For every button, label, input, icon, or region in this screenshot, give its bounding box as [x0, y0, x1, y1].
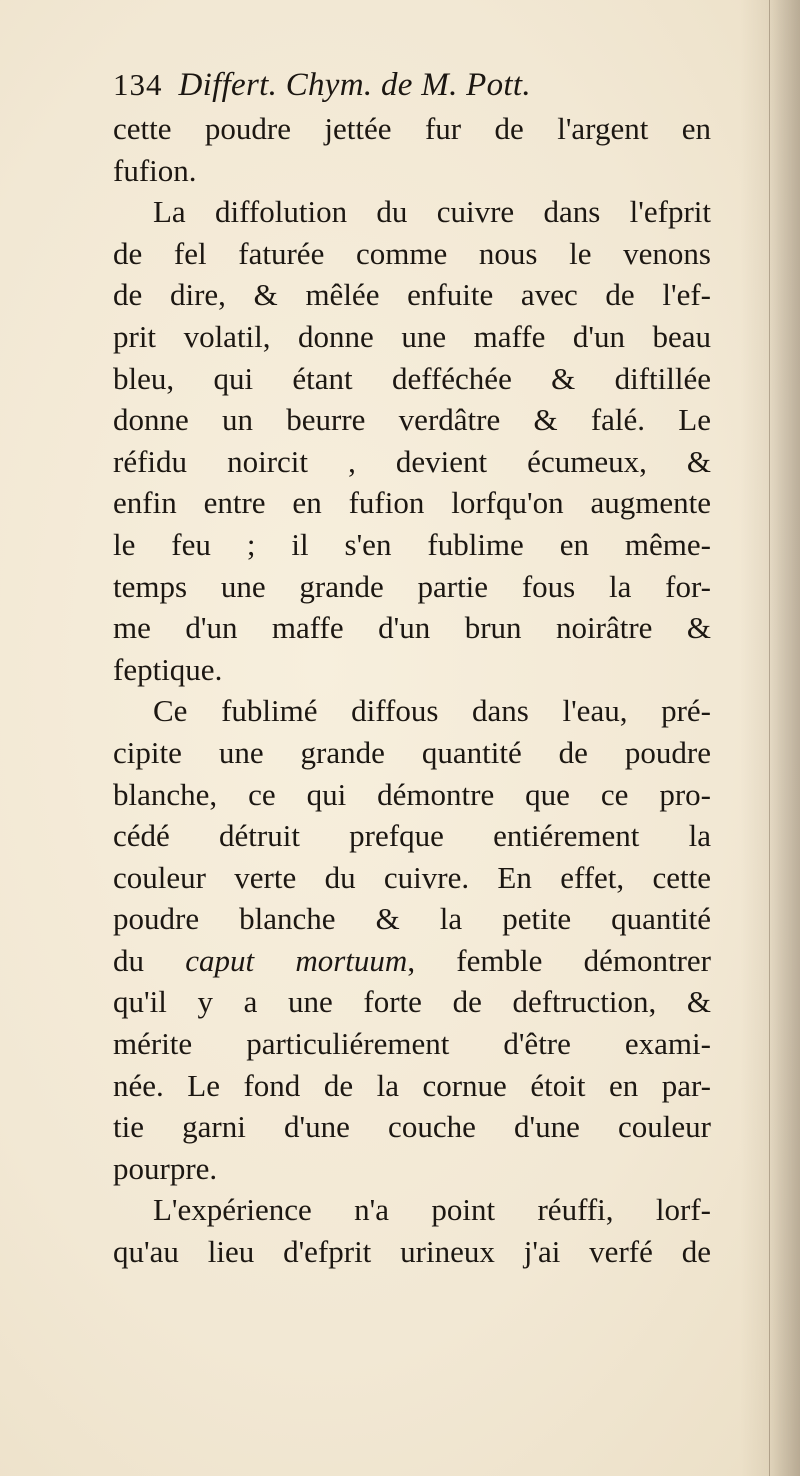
- text-line: tie garni d'une couche d'une couleur: [113, 1109, 711, 1145]
- body-text: [113, 108, 711, 1273]
- text-line: couleur verte du cuivre. En effet, cette: [113, 859, 711, 895]
- text-span: du: [113, 942, 186, 978]
- text-line: donne un beurre verdâtre & falé. Le: [113, 402, 711, 438]
- text-line: réfidu noircit , devient écumeux, &: [113, 443, 711, 479]
- text-line: temps une grande partie fous la for-: [113, 568, 711, 604]
- page-binding-edge: [769, 0, 800, 1476]
- text-line: L'expérience n'a point réuffi, lorf-: [153, 1192, 711, 1228]
- text-line: cipite une grande quantité de poudre: [113, 734, 711, 770]
- text-span: , femble démontrer: [407, 942, 711, 978]
- text-line: La diffolution du cuivre dans l'efprit: [153, 194, 711, 230]
- text-line: qu'il y a une forte de deftruction, &: [113, 984, 711, 1020]
- running-title: Differt. Chym. de M. Pott.: [178, 67, 531, 103]
- text-line: bleu, qui étant defféchée & diftillée: [113, 360, 711, 396]
- text-line: [113, 940, 711, 982]
- text-line: de fel faturée comme nous le venons: [113, 235, 711, 271]
- text-line: fufion.: [113, 152, 197, 188]
- text-line: cédé détruit prefque entiérement la: [113, 818, 711, 854]
- page-number: 134: [113, 67, 163, 102]
- text-line: poudre blanche & la petite quantité: [113, 901, 711, 937]
- text-line: le feu ; il s'en fublime en même-: [113, 526, 711, 562]
- text-line: feptique.: [113, 651, 223, 687]
- italic-phrase: caput mortuum: [185, 942, 408, 978]
- text-line: mérite particuliérement d'être exami-: [113, 1026, 711, 1062]
- text-line: enfin entre en fufion lorfqu'on augmente: [113, 485, 711, 521]
- text-line: prit volatil, donne une maffe d'un beau: [113, 318, 711, 354]
- text-line: née. Le fond de la cornue étoit en par-: [113, 1067, 711, 1103]
- page-header: [113, 60, 713, 110]
- text-line: pourpre.: [113, 1150, 218, 1186]
- text-line: blanche, ce qui démontre que ce pro-: [113, 776, 711, 812]
- text-line: Ce fublimé diffous dans l'eau, pré-: [153, 693, 711, 729]
- text-line: me d'un maffe d'un brun noirâtre &: [113, 610, 711, 646]
- text-line: qu'au lieu d'efprit urineux j'ai verfé de: [113, 1234, 711, 1270]
- text-line: cette poudre jettée fur de l'argent en: [113, 111, 711, 146]
- text-line: de dire, & mêlée enfuite avec de l'ef-: [113, 277, 711, 313]
